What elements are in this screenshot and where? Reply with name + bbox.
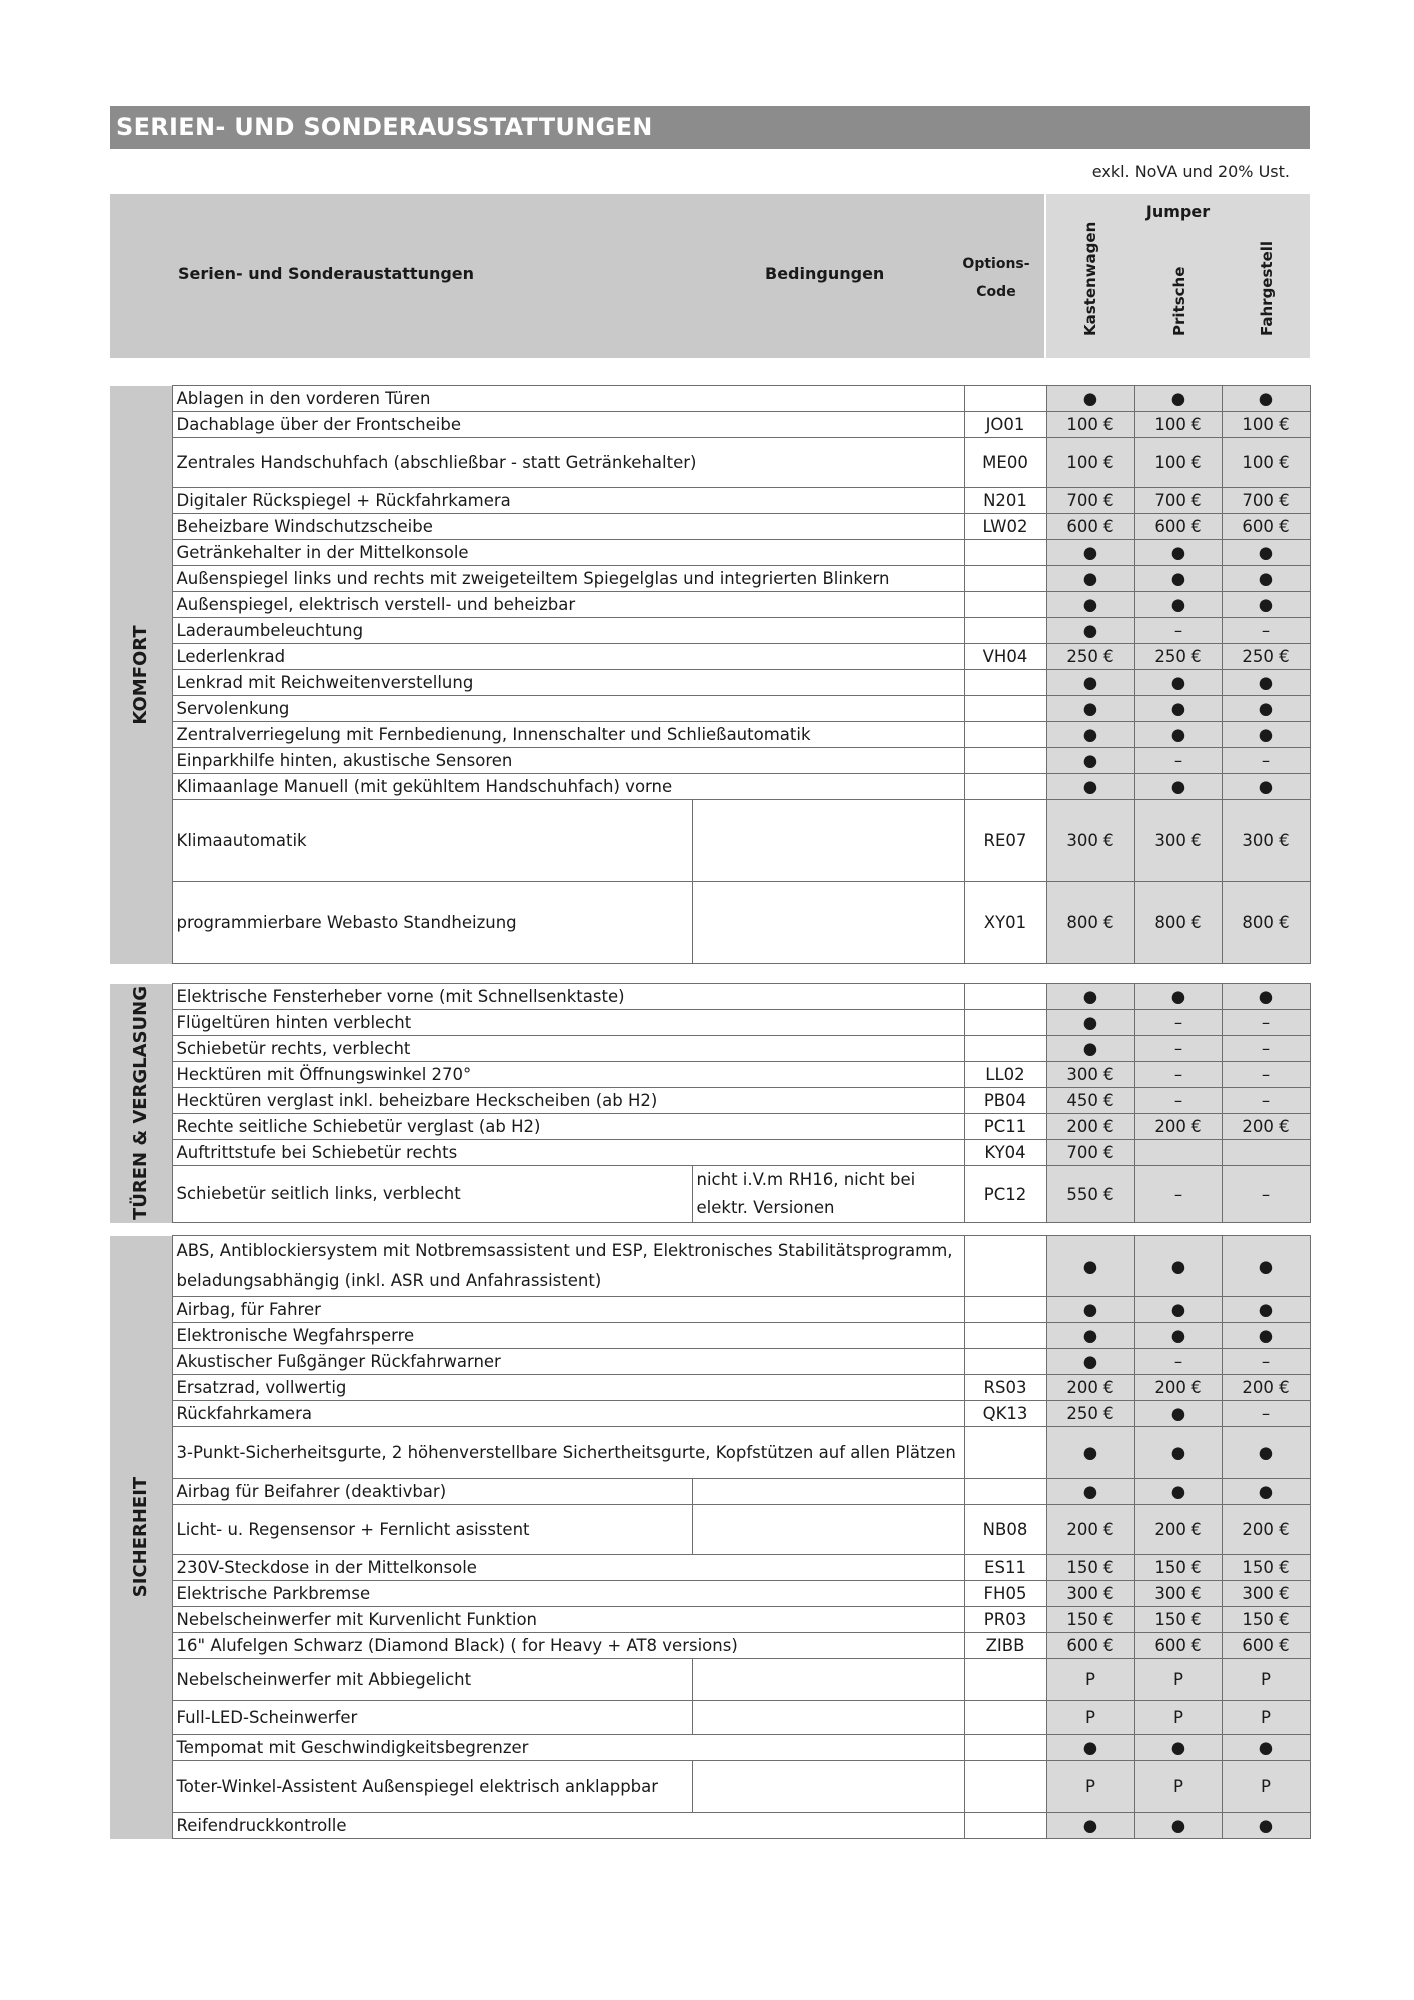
- table-row: [110, 1010, 1310, 1036]
- value-pritsche: –: [1134, 1062, 1222, 1088]
- item-description: Einparkhilfe hinten, akustische Sensoren: [172, 748, 964, 774]
- value-kastenwagen: 150 €: [1046, 1607, 1134, 1633]
- option-code: PC12: [964, 1166, 1046, 1223]
- value-fahrgestell: 700 €: [1222, 488, 1310, 514]
- table-row: [110, 1036, 1310, 1062]
- table-row: [110, 1236, 1310, 1297]
- item-description: Licht- u. Regensensor + Fernlicht asisstent: [172, 1505, 692, 1555]
- table-row: [110, 1297, 1310, 1323]
- value-fahrgestell: –: [1222, 1401, 1310, 1427]
- table-row: [110, 438, 1310, 488]
- option-code: [964, 1427, 1046, 1479]
- value-fahrgestell: ●: [1222, 592, 1310, 618]
- item-description: Getränkehalter in der Mittelkonsole: [172, 540, 964, 566]
- value-pritsche: 100 €: [1134, 412, 1222, 438]
- option-code: JO01: [964, 412, 1046, 438]
- value-pritsche: ●: [1134, 722, 1222, 748]
- option-code: [964, 592, 1046, 618]
- item-description: Tempomat mit Geschwindigkeitsbegrenzer: [172, 1735, 964, 1761]
- item-description: Klimaautomatik: [172, 800, 692, 882]
- value-kastenwagen: 450 €: [1046, 1088, 1134, 1114]
- item-condition: [692, 1761, 964, 1813]
- value-pritsche: 300 €: [1134, 800, 1222, 882]
- table-row: [110, 1479, 1310, 1505]
- value-kastenwagen: 300 €: [1046, 800, 1134, 882]
- header-option-code: [953, 250, 1039, 306]
- item-condition: [692, 1701, 964, 1735]
- value-kastenwagen: 250 €: [1046, 1401, 1134, 1427]
- value-pritsche: ●: [1134, 1479, 1222, 1505]
- option-code: PB04: [964, 1088, 1046, 1114]
- tax-note: exkl. NoVA und 20% Ust.: [1091, 162, 1290, 181]
- option-code: KY04: [964, 1140, 1046, 1166]
- value-pritsche: 250 €: [1134, 644, 1222, 670]
- value-fahrgestell: –: [1222, 618, 1310, 644]
- option-code: [964, 386, 1046, 412]
- option-code: N201: [964, 488, 1046, 514]
- item-description: Airbag für Beifahrer (deaktivbar): [172, 1479, 692, 1505]
- section-category-label: KOMFORT: [129, 624, 151, 725]
- table-row: [110, 1062, 1310, 1088]
- value-fahrgestell: 600 €: [1222, 514, 1310, 540]
- value-pritsche: 150 €: [1134, 1555, 1222, 1581]
- option-code: [964, 1323, 1046, 1349]
- value-kastenwagen: P: [1046, 1761, 1134, 1813]
- value-pritsche: –: [1134, 1036, 1222, 1062]
- value-pritsche: ●: [1134, 566, 1222, 592]
- table-row: [110, 882, 1310, 964]
- value-pritsche: ●: [1134, 1735, 1222, 1761]
- option-code: [964, 540, 1046, 566]
- value-kastenwagen: 300 €: [1046, 1581, 1134, 1607]
- value-fahrgestell: ●: [1222, 1813, 1310, 1839]
- value-kastenwagen: ●: [1046, 1236, 1134, 1297]
- value-kastenwagen: ●: [1046, 1036, 1134, 1062]
- value-fahrgestell: ●: [1222, 670, 1310, 696]
- value-fahrgestell: ●: [1222, 1323, 1310, 1349]
- value-kastenwagen: ●: [1046, 540, 1134, 566]
- table-row: [110, 1607, 1310, 1633]
- table-row: [110, 1633, 1310, 1659]
- value-fahrgestell: 800 €: [1222, 882, 1310, 964]
- option-code: XY01: [964, 882, 1046, 964]
- item-description: Toter-Winkel-Assistent Außenspiegel elektrisch anklappbar: [172, 1761, 692, 1813]
- value-fahrgestell: P: [1222, 1701, 1310, 1735]
- table-row: [110, 1505, 1310, 1555]
- value-kastenwagen: 200 €: [1046, 1505, 1134, 1555]
- item-description: Zentralverriegelung mit Fernbedienung, Innenschalter und Schließautomatik: [172, 722, 964, 748]
- value-kastenwagen: ●: [1046, 1813, 1134, 1839]
- value-kastenwagen: 300 €: [1046, 1062, 1134, 1088]
- section-category: [110, 984, 172, 1223]
- value-pritsche: –: [1134, 1166, 1222, 1223]
- value-fahrgestell: 150 €: [1222, 1607, 1310, 1633]
- table-row: [110, 1401, 1310, 1427]
- value-pritsche: P: [1134, 1701, 1222, 1735]
- option-code: [964, 1010, 1046, 1036]
- value-fahrgestell: P: [1222, 1761, 1310, 1813]
- option-code: [964, 1813, 1046, 1839]
- value-kastenwagen: ●: [1046, 1349, 1134, 1375]
- section-category: [110, 1236, 172, 1839]
- table-row: [110, 1349, 1310, 1375]
- value-pritsche: [1134, 1140, 1222, 1166]
- value-pritsche: ●: [1134, 386, 1222, 412]
- option-code: QK13: [964, 1401, 1046, 1427]
- value-pritsche: ●: [1134, 1323, 1222, 1349]
- table-row: [110, 1555, 1310, 1581]
- option-code: [964, 1735, 1046, 1761]
- header-variant-pritsche: Pritsche: [1170, 266, 1188, 336]
- table-row: [110, 540, 1310, 566]
- value-kastenwagen: 150 €: [1046, 1555, 1134, 1581]
- item-condition: [692, 1479, 964, 1505]
- value-pritsche: ●: [1134, 1427, 1222, 1479]
- item-description: ABS, Antiblockiersystem mit Notbremsassistent und ESP, Elektronisches Stabilitätsprogramm, beladungsabhängig (inkl. ASR und Anfahrassistent): [172, 1236, 964, 1297]
- item-condition: [692, 1505, 964, 1555]
- table-row: [110, 1323, 1310, 1349]
- value-kastenwagen: ●: [1046, 984, 1134, 1010]
- table-row: [110, 774, 1310, 800]
- table-section-komfort: [110, 385, 1311, 964]
- item-description: programmierbare Webasto Standheizung: [172, 882, 692, 964]
- value-kastenwagen: ●: [1046, 386, 1134, 412]
- value-kastenwagen: ●: [1046, 774, 1134, 800]
- value-fahrgestell: 150 €: [1222, 1555, 1310, 1581]
- table-row: [110, 592, 1310, 618]
- table-row: [110, 748, 1310, 774]
- table-row: [110, 488, 1310, 514]
- value-kastenwagen: 250 €: [1046, 644, 1134, 670]
- table-row: [110, 1735, 1310, 1761]
- option-code: [964, 618, 1046, 644]
- value-pritsche: 800 €: [1134, 882, 1222, 964]
- item-description: Servolenkung: [172, 696, 964, 722]
- item-description: Lenkrad mit Reichweitenverstellung: [172, 670, 964, 696]
- option-code: [964, 1701, 1046, 1735]
- table-row: [110, 1166, 1310, 1223]
- table-row: [110, 1114, 1310, 1140]
- value-fahrgestell: –: [1222, 1166, 1310, 1223]
- item-description: Elektrische Parkbremse: [172, 1581, 964, 1607]
- item-description: Beheizbare Windschutzscheibe: [172, 514, 964, 540]
- value-fahrgestell: –: [1222, 1010, 1310, 1036]
- value-kastenwagen: ●: [1046, 1427, 1134, 1479]
- value-fahrgestell: ●: [1222, 1735, 1310, 1761]
- option-code: [964, 774, 1046, 800]
- value-kastenwagen: ●: [1046, 1735, 1134, 1761]
- item-description: Laderaumbeleuchtung: [172, 618, 964, 644]
- value-fahrgestell: ●: [1222, 774, 1310, 800]
- value-pritsche: 200 €: [1134, 1505, 1222, 1555]
- table-row: [110, 1813, 1310, 1839]
- value-kastenwagen: 100 €: [1046, 412, 1134, 438]
- value-fahrgestell: –: [1222, 1088, 1310, 1114]
- value-pritsche: ●: [1134, 1297, 1222, 1323]
- value-kastenwagen: P: [1046, 1701, 1134, 1735]
- value-pritsche: ●: [1134, 984, 1222, 1010]
- value-kastenwagen: ●: [1046, 722, 1134, 748]
- item-description: Rechte seitliche Schiebetür verglast (ab H2): [172, 1114, 964, 1140]
- item-condition: [692, 800, 964, 882]
- table-header: [110, 194, 1310, 358]
- value-fahrgestell: 100 €: [1222, 438, 1310, 488]
- item-description: Elektronische Wegfahrsperre: [172, 1323, 964, 1349]
- value-fahrgestell: 200 €: [1222, 1114, 1310, 1140]
- value-pritsche: –: [1134, 748, 1222, 774]
- item-description: Dachablage über der Frontscheibe: [172, 412, 964, 438]
- value-fahrgestell: ●: [1222, 566, 1310, 592]
- table-row: [110, 670, 1310, 696]
- table-row: [110, 1761, 1310, 1813]
- item-condition: [692, 1659, 964, 1701]
- value-pritsche: 300 €: [1134, 1581, 1222, 1607]
- option-code: FH05: [964, 1581, 1046, 1607]
- table-row: [110, 644, 1310, 670]
- value-fahrgestell: ●: [1222, 722, 1310, 748]
- value-fahrgestell: P: [1222, 1659, 1310, 1701]
- value-fahrgestell: 200 €: [1222, 1375, 1310, 1401]
- item-description: Flügeltüren hinten verblecht: [172, 1010, 964, 1036]
- value-pritsche: 200 €: [1134, 1114, 1222, 1140]
- value-kastenwagen: ●: [1046, 748, 1134, 774]
- table-row: [110, 696, 1310, 722]
- value-pritsche: ●: [1134, 1401, 1222, 1427]
- value-pritsche: ●: [1134, 774, 1222, 800]
- table-row: [110, 1427, 1310, 1479]
- option-code: RS03: [964, 1375, 1046, 1401]
- item-description: Hecktüren verglast inkl. beheizbare Heckscheiben (ab H2): [172, 1088, 964, 1114]
- value-kastenwagen: 600 €: [1046, 1633, 1134, 1659]
- table-section-sicherheit: [110, 1235, 1311, 1839]
- value-fahrgestell: 100 €: [1222, 412, 1310, 438]
- item-condition: [692, 882, 964, 964]
- header-variant-kastenwagen: Kastenwagen: [1081, 221, 1099, 336]
- option-code: [964, 696, 1046, 722]
- value-fahrgestell: ●: [1222, 1479, 1310, 1505]
- item-description: Elektrische Fensterheber vorne (mit Schnellsenktaste): [172, 984, 964, 1010]
- header-model: Jumper: [1145, 202, 1211, 221]
- option-code: [964, 1659, 1046, 1701]
- value-kastenwagen: 100 €: [1046, 438, 1134, 488]
- option-code: LW02: [964, 514, 1046, 540]
- value-fahrgestell: –: [1222, 1062, 1310, 1088]
- value-pritsche: ●: [1134, 540, 1222, 566]
- value-pritsche: ●: [1134, 592, 1222, 618]
- value-kastenwagen: P: [1046, 1659, 1134, 1701]
- item-description: Nebelscheinwerfer mit Kurvenlicht Funktion: [172, 1607, 964, 1633]
- item-description: Klimaanlage Manuell (mit gekühltem Handschuhfach) vorne: [172, 774, 964, 800]
- item-description: Außenspiegel, elektrisch verstell- und beheizbar: [172, 592, 964, 618]
- header-variant-fahrgestell: Fahrgestell: [1258, 240, 1276, 336]
- item-description: Digitaler Rückspiegel + Rückfahrkamera: [172, 488, 964, 514]
- value-pritsche: 700 €: [1134, 488, 1222, 514]
- table-row: [110, 386, 1310, 412]
- table-row: [110, 514, 1310, 540]
- item-description: 230V-Steckdose in der Mittelkonsole: [172, 1555, 964, 1581]
- section-category: [110, 386, 172, 964]
- value-kastenwagen: ●: [1046, 1010, 1134, 1036]
- table-row: [110, 722, 1310, 748]
- value-fahrgestell: ●: [1222, 1236, 1310, 1297]
- item-description: Hecktüren mit Öffnungswinkel 270°: [172, 1062, 964, 1088]
- header-option-code-line2: Code: [976, 284, 1016, 300]
- option-code: PR03: [964, 1607, 1046, 1633]
- item-description: Schiebetür rechts, verblecht: [172, 1036, 964, 1062]
- value-fahrgestell: ●: [1222, 386, 1310, 412]
- value-fahrgestell: ●: [1222, 984, 1310, 1010]
- value-fahrgestell: 200 €: [1222, 1505, 1310, 1555]
- page-title: SERIEN- UND SONDERAUSSTATTUNGEN: [110, 106, 1310, 149]
- item-description: Lederlenkrad: [172, 644, 964, 670]
- value-fahrgestell: 300 €: [1222, 800, 1310, 882]
- item-condition: nicht i.V.m RH16, nicht bei elektr. Versionen: [692, 1166, 964, 1223]
- value-pritsche: P: [1134, 1761, 1222, 1813]
- value-kastenwagen: 200 €: [1046, 1375, 1134, 1401]
- option-code: [964, 1479, 1046, 1505]
- item-description: Reifendruckkontrolle: [172, 1813, 964, 1839]
- value-pritsche: 600 €: [1134, 514, 1222, 540]
- option-code: [964, 1036, 1046, 1062]
- value-pritsche: –: [1134, 1349, 1222, 1375]
- value-kastenwagen: 550 €: [1046, 1166, 1134, 1223]
- option-code: ME00: [964, 438, 1046, 488]
- item-description: 16" Alufelgen Schwarz (Diamond Black) ( for Heavy + AT8 versions): [172, 1633, 964, 1659]
- item-description: Auftrittstufe bei Schiebetür rechts: [172, 1140, 964, 1166]
- table-row: [110, 800, 1310, 882]
- table-row: [110, 1088, 1310, 1114]
- value-pritsche: –: [1134, 618, 1222, 644]
- value-fahrgestell: ●: [1222, 1297, 1310, 1323]
- option-code: [964, 1236, 1046, 1297]
- option-code: VH04: [964, 644, 1046, 670]
- section-category-label: SICHERHEIT: [129, 1476, 151, 1598]
- option-code: PC11: [964, 1114, 1046, 1140]
- option-code: LL02: [964, 1062, 1046, 1088]
- value-fahrgestell: –: [1222, 1349, 1310, 1375]
- option-code: [964, 1349, 1046, 1375]
- item-description: Zentrales Handschuhfach (abschließbar - statt Getränkehalter): [172, 438, 964, 488]
- table-row: [110, 1140, 1310, 1166]
- table-row: [110, 1375, 1310, 1401]
- value-pritsche: –: [1134, 1088, 1222, 1114]
- value-kastenwagen: 700 €: [1046, 1140, 1134, 1166]
- value-kastenwagen: ●: [1046, 670, 1134, 696]
- item-description: Full-LED-Scheinwerfer: [172, 1701, 692, 1735]
- value-pritsche: 150 €: [1134, 1607, 1222, 1633]
- table-row: [110, 412, 1310, 438]
- item-description: Airbag, für Fahrer: [172, 1297, 964, 1323]
- option-code: [964, 722, 1046, 748]
- value-pritsche: 100 €: [1134, 438, 1222, 488]
- value-kastenwagen: 600 €: [1046, 514, 1134, 540]
- option-code: [964, 670, 1046, 696]
- option-code: NB08: [964, 1505, 1046, 1555]
- value-pritsche: P: [1134, 1659, 1222, 1701]
- item-description: Rückfahrkamera: [172, 1401, 964, 1427]
- item-description: Schiebetür seitlich links, verblecht: [172, 1166, 692, 1223]
- section-category-label: TÜREN & VERGLASUNG: [129, 985, 151, 1221]
- option-code: [964, 984, 1046, 1010]
- value-fahrgestell: ●: [1222, 696, 1310, 722]
- table-row: [110, 1581, 1310, 1607]
- option-code: [964, 1761, 1046, 1813]
- value-fahrgestell: ●: [1222, 540, 1310, 566]
- value-kastenwagen: ●: [1046, 566, 1134, 592]
- value-pritsche: ●: [1134, 696, 1222, 722]
- value-pritsche: ●: [1134, 1236, 1222, 1297]
- option-code: [964, 748, 1046, 774]
- value-pritsche: ●: [1134, 670, 1222, 696]
- value-kastenwagen: 700 €: [1046, 488, 1134, 514]
- value-kastenwagen: ●: [1046, 1479, 1134, 1505]
- item-description: 3-Punkt-Sicherheitsgurte, 2 höhenverstellbare Sichertheitsgurte, Kopfstützen auf allen Plätzen: [172, 1427, 964, 1479]
- value-fahrgestell: –: [1222, 748, 1310, 774]
- value-fahrgestell: 300 €: [1222, 1581, 1310, 1607]
- table-row: [110, 566, 1310, 592]
- value-fahrgestell: 600 €: [1222, 1633, 1310, 1659]
- table-row: [110, 984, 1310, 1010]
- value-pritsche: ●: [1134, 1813, 1222, 1839]
- value-fahrgestell: 250 €: [1222, 644, 1310, 670]
- item-description: Nebelscheinwerfer mit Abbiegelicht: [172, 1659, 692, 1701]
- value-kastenwagen: ●: [1046, 1297, 1134, 1323]
- value-kastenwagen: 800 €: [1046, 882, 1134, 964]
- table-section-tueren-verglasung: [110, 983, 1311, 1223]
- item-description: Außenspiegel links und rechts mit zweigeteiltem Spiegelglas und integrierten Blinkern: [172, 566, 964, 592]
- value-pritsche: 600 €: [1134, 1633, 1222, 1659]
- option-code: [964, 566, 1046, 592]
- option-code: [964, 1297, 1046, 1323]
- header-item: Serien- und Sonderaustattungen: [178, 264, 475, 283]
- table-row: [110, 1701, 1310, 1735]
- value-kastenwagen: ●: [1046, 1323, 1134, 1349]
- option-code: RE07: [964, 800, 1046, 882]
- header-option-code-line1: Options-: [962, 256, 1030, 272]
- value-pritsche: –: [1134, 1010, 1222, 1036]
- value-fahrgestell: –: [1222, 1036, 1310, 1062]
- value-pritsche: 200 €: [1134, 1375, 1222, 1401]
- table-row: [110, 1659, 1310, 1701]
- option-code: ES11: [964, 1555, 1046, 1581]
- item-description: Akustischer Fußgänger Rückfahrwarner: [172, 1349, 964, 1375]
- value-kastenwagen: ●: [1046, 592, 1134, 618]
- header-conditions: Bedingungen: [765, 264, 885, 283]
- value-fahrgestell: [1222, 1140, 1310, 1166]
- table-row: [110, 618, 1310, 644]
- option-code: ZIBB: [964, 1633, 1046, 1659]
- value-fahrgestell: ●: [1222, 1427, 1310, 1479]
- item-description: Ersatzrad, vollwertig: [172, 1375, 964, 1401]
- item-description: Ablagen in den vorderen Türen: [172, 386, 964, 412]
- value-kastenwagen: ●: [1046, 618, 1134, 644]
- value-kastenwagen: 200 €: [1046, 1114, 1134, 1140]
- value-kastenwagen: ●: [1046, 696, 1134, 722]
